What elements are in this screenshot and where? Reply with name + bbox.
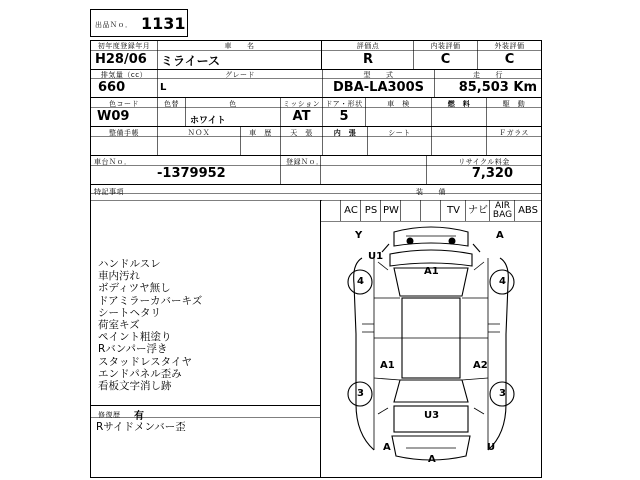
repair-header: 修復歴 — [98, 411, 121, 419]
diagram-label-wheel-fl: 4 — [357, 276, 364, 287]
recycle-header: リサイクル料金 — [458, 158, 510, 166]
score-value: R — [362, 52, 373, 67]
transmission-header: ミッション — [282, 100, 321, 108]
equipment-tv: TV — [447, 205, 460, 216]
displacement-header: 排気量（cc） — [100, 71, 148, 79]
rear-glass — [394, 380, 468, 402]
remarks-header: 特記事項 — [94, 188, 124, 196]
grade-value: L — [160, 82, 167, 93]
color-header: 色 — [229, 100, 237, 108]
interior-header: 内 張 — [333, 129, 357, 137]
lot-number: 1131 — [141, 14, 186, 33]
color-code-value: W09 — [97, 109, 130, 124]
lot-label: 出品Ｎｏ． — [95, 21, 133, 29]
equipment-navi: ナビ — [468, 205, 488, 216]
model-value: DBA-LA300S — [333, 80, 424, 95]
repair-value: 有 — [134, 411, 144, 422]
diagram-label-left-door: A1 — [380, 360, 395, 371]
doors-header: ドア・形状 — [325, 100, 363, 108]
mileage-header: 走 行 — [473, 71, 503, 79]
seat-header: シート — [388, 129, 411, 137]
displacement-value: 660 — [98, 80, 126, 95]
mileage-value: 85,503 Km — [458, 80, 537, 95]
diagram-label-roof: A1 — [424, 266, 439, 277]
interior-score-value: C — [440, 52, 451, 67]
reg-year-header: 初年度登録年月 — [97, 42, 151, 50]
diagram-label-front-right: A — [496, 230, 504, 241]
hood — [390, 250, 472, 266]
remark-item: 車内汚れ — [98, 270, 140, 283]
reg-no-header: 登録Ｎｏ． — [286, 158, 324, 166]
car-name-header: 車 名 — [224, 42, 255, 50]
diagram-label-wheel-rl: 3 — [357, 388, 364, 399]
equipment-blank-1 — [401, 201, 421, 220]
diagram-label-rear-bumper: A — [428, 454, 436, 465]
equipment-pw: PW — [383, 205, 399, 216]
equipment-ac: AC — [344, 205, 358, 216]
diagram-label-windshield: U1 — [368, 251, 384, 262]
transmission-value: AT — [292, 109, 311, 124]
remark-item: シートヘタリ — [98, 306, 161, 319]
equipment-abs: ABS — [518, 205, 538, 216]
drive-header: 駆 動 — [502, 100, 526, 108]
sunroof-header: 天 張 — [290, 129, 313, 137]
diagram-label-wheel-rr: 3 — [499, 388, 506, 399]
car-diagram — [322, 224, 540, 476]
remarks-list — [98, 258, 202, 392]
diagram-label-hatch: U3 — [424, 410, 440, 421]
nox-header: ＮＯＸ — [187, 129, 211, 137]
repair-note: Rサイドメンバー歪 — [96, 421, 186, 433]
headlight-left — [407, 238, 414, 245]
remark-item: ボディツヤ無し — [98, 282, 171, 295]
remark-item: ドアミラーカバーキズ — [98, 294, 203, 307]
equipment-airbag: AIR BAG — [492, 201, 513, 220]
color-value: ホワイト — [190, 116, 226, 126]
chassis-value: -1379952 — [157, 166, 226, 181]
headlight-right — [449, 238, 456, 245]
remark-item: ハンドルスレ — [98, 258, 161, 270]
color-code-header: 色コード — [109, 100, 139, 108]
color-change-header: 色替 — [164, 100, 179, 108]
equipment-header: 装 備 — [416, 188, 446, 196]
remark-item: スタッドレスタイヤ — [98, 355, 192, 368]
diagram-label-front-left: Y — [355, 230, 363, 241]
remark-item: エンドパネル歪み — [98, 367, 182, 380]
maintenance-header: 整備手帳 — [109, 129, 139, 137]
front-bumper — [394, 227, 468, 246]
remark-item: Rバンパー浮き — [98, 343, 168, 356]
score-header: 評価点 — [356, 42, 380, 50]
model-header: 型 式 — [363, 71, 394, 79]
diagram-label-rear-left: A — [383, 442, 391, 453]
exterior-score-header: 外装評価 — [494, 42, 525, 50]
remark-item: 看板文字消し跡 — [98, 380, 172, 393]
grade-header: グレード — [225, 71, 255, 79]
interior-score-header: 内装評価 — [430, 42, 461, 50]
recycle-value: 7,320 — [471, 166, 513, 181]
doors-value: 5 — [339, 109, 349, 124]
chassis-header: 車台Ｎｏ． — [94, 158, 132, 166]
car-name-value: ミライース — [161, 54, 221, 68]
diagram-label-right-door: A2 — [473, 360, 488, 371]
history-header: 車 歴 — [249, 129, 272, 137]
glass-header: Ｆガラス — [499, 129, 529, 137]
exterior-score-value: C — [504, 52, 515, 67]
fuel-header: 燃 料 — [447, 100, 471, 108]
remark-item: 荷室キズ — [98, 319, 140, 332]
diagram-label-wheel-fr: 4 — [499, 276, 506, 287]
reg-year-value: H28/06 — [95, 52, 147, 67]
equipment-blank-2 — [421, 201, 441, 220]
diagram-label-rear-right: U — [487, 442, 496, 453]
equipment-ps: PS — [364, 205, 378, 216]
inspection-header: 車 検 — [387, 100, 410, 108]
lot-number-box — [90, 9, 188, 37]
remark-item: ペイント粗塗り — [98, 331, 172, 344]
